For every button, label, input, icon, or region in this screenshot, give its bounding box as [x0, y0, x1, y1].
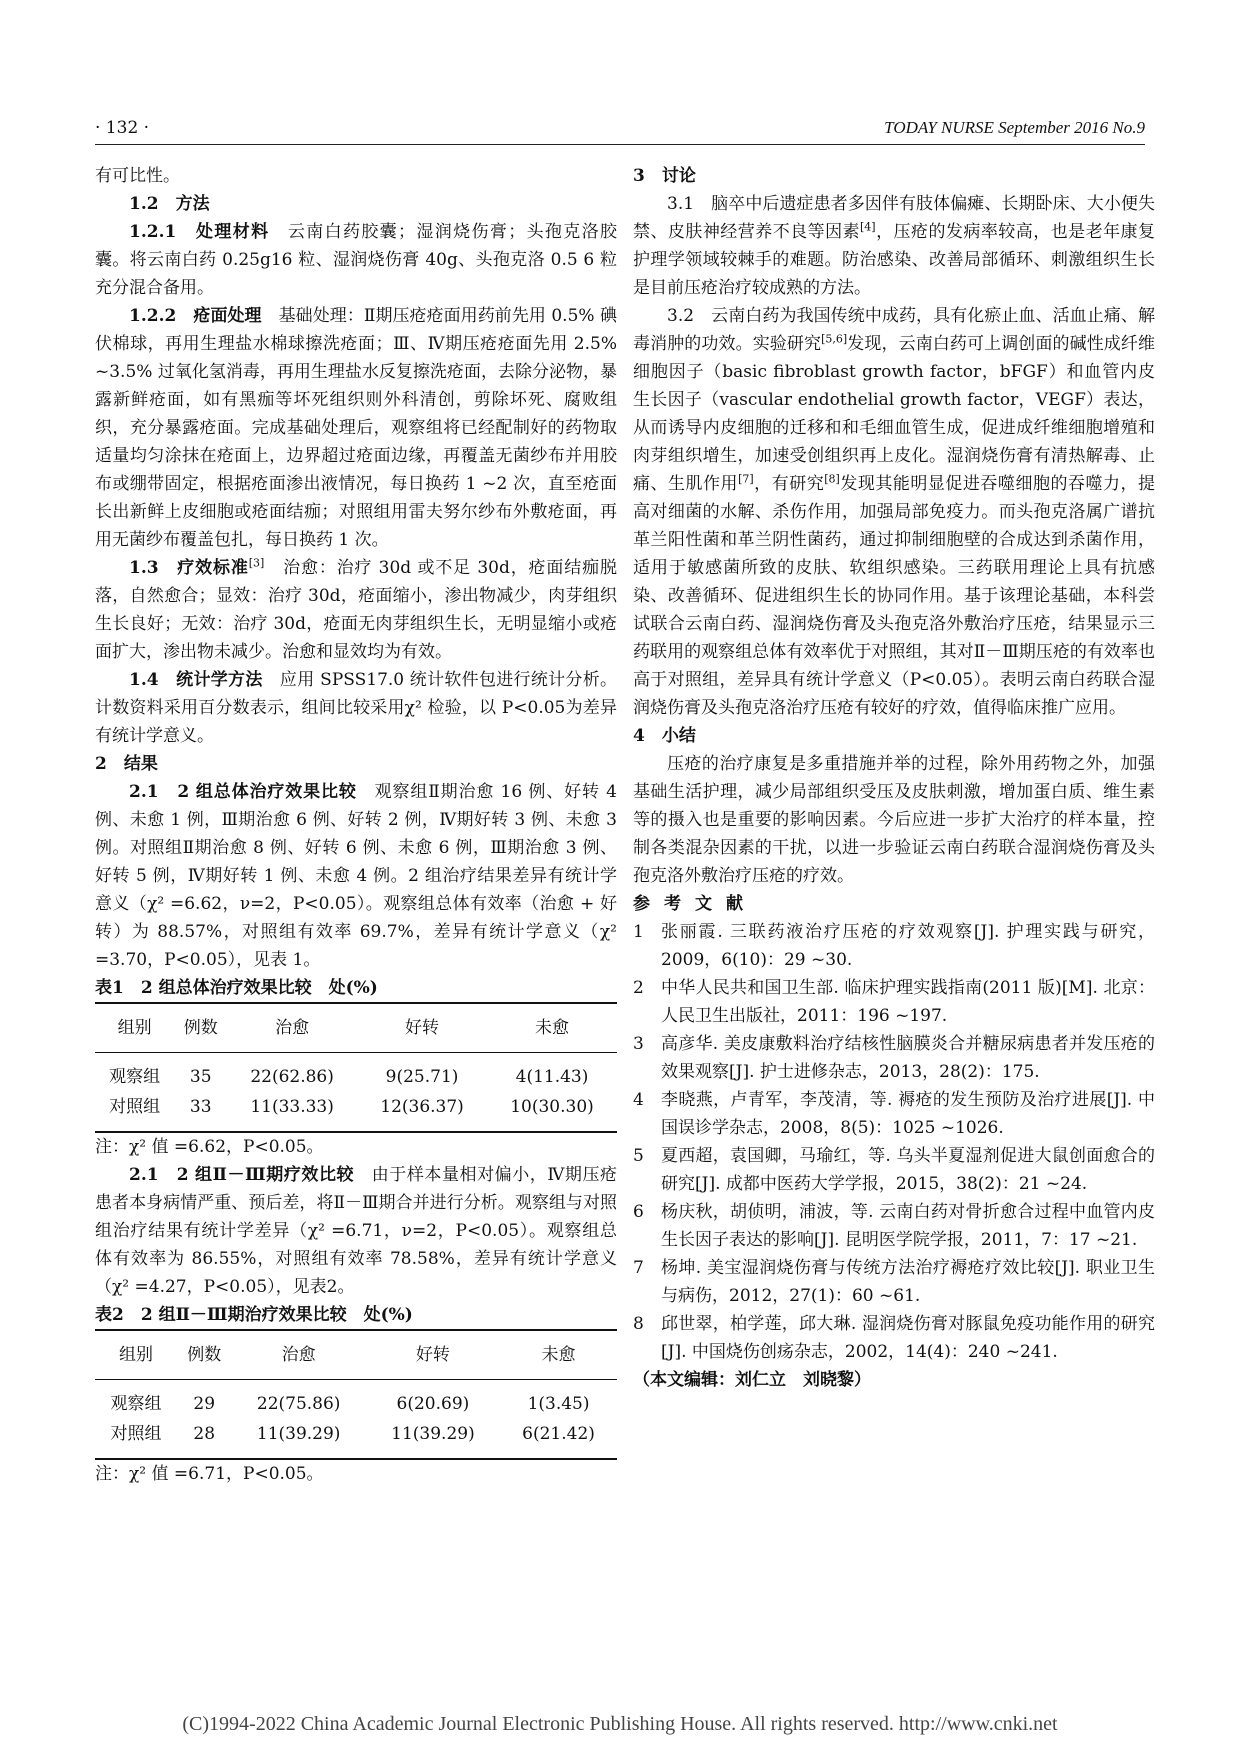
citation: [8]: [824, 472, 840, 486]
table-cell: 28: [177, 1419, 232, 1459]
reference-text: 高彦华. 美皮康敷料治疗结核性脑膜炎合并糖尿病患者并发压疮的效果观察[J]. 护士进修杂志，2013，28(2)：175.: [661, 1034, 1155, 1082]
paragraph: [95, 218, 617, 302]
reference-text: 中华人民共和国卫生部. 临床护理实践指南(2011 版)[M]. 北京：人民卫生出版社，2011：196 ~197.: [661, 978, 1155, 1026]
citation: [5,6]: [821, 332, 848, 346]
reference-item: [633, 974, 1155, 1030]
table-cell: 10(30.30): [487, 1092, 617, 1132]
table-cell: 4(11.43): [515, 1067, 589, 1087]
results-table-1: [95, 1002, 617, 1133]
table-header: 未愈: [487, 1003, 617, 1053]
reference-text: 杨庆秋，胡侦明，浦波，等. 云南白药对骨折愈合过程中血管内皮生长因子表达的影响[J]. 昆明医学院学报，2011，7：17 ~21.: [661, 1202, 1155, 1250]
table-cell: 观察组: [110, 1394, 162, 1414]
references-heading: 参考文献: [633, 894, 757, 914]
paragraph-text: 应用 SPSS17.0 统计软件包进行统计分析。计数资料采用百分数表示，组间比较采用χ² 检验，以 P<0.05为差异有统计学意义。: [95, 670, 617, 746]
table-cell: 22(62.86): [250, 1067, 334, 1087]
table-header-row: [95, 1003, 617, 1053]
table-note: 注：χ² 值 =6.62，P<0.05。: [95, 1137, 324, 1157]
paragraph: [95, 1161, 617, 1301]
reference-text: 张丽霞. 三联药液治疗压疮的疗效观察[J]. 护理实践与研究，2009，6(10)：29 ~30.: [661, 922, 1155, 970]
table-caption: 表1 2 组总体治疗效果比较 处(%): [95, 978, 378, 998]
paragraph: [633, 190, 1155, 302]
reference-text: 夏西超，袁国卿，马瑜红，等. 乌头半夏湿剂促进大鼠创面愈合的研究[J]. 成都中医药大学学报，2015，38(2)：21 ~24.: [661, 1146, 1155, 1194]
table-header: 治愈: [227, 1003, 357, 1053]
paragraph: [95, 666, 617, 750]
table-header: 治愈: [232, 1330, 366, 1380]
section-heading: 2.1 2 组Ⅱ－Ⅲ期疗效比较: [129, 1165, 355, 1185]
reference-number: 7: [633, 1258, 644, 1278]
reference-text: 邱世翠，柏学莲，邱大琳. 湿润烧伤膏对豚鼠免疫功能作用的研究[J]. 中国烧伤创疡杂志，2002，14(4)：240 ~241.: [661, 1314, 1155, 1362]
table-cell: 33: [174, 1092, 227, 1132]
table-cell: 29: [193, 1394, 216, 1414]
editor-credit: （本文编辑：刘仁立 刘晓黎）: [633, 1370, 871, 1390]
table-row: [95, 1053, 617, 1093]
table-cell: 6(21.42): [500, 1419, 617, 1459]
table-caption: 表2 2 组Ⅱ－Ⅲ期治疗效果比较 处(%): [95, 1305, 413, 1325]
paragraph-text: 云南白药胶囊；湿润烧伤膏；头孢克洛胶囊。将云南白药 0.25g16 粒、湿润烧伤膏 40g、头孢克洛 0.5 6 粒充分混合备用。: [95, 222, 618, 298]
citation: [4]: [860, 220, 876, 234]
paragraph-text: 观察组Ⅱ期治愈 16 例、好转 4 例、未愈 1 例，Ⅲ期治愈 6 例、好转 2 例，Ⅳ期好转 3 例、未愈 3 例。对照组Ⅱ期治愈 8 例、好转 6 例、未愈 6 例，Ⅲ期治愈 3 例、好转 5 例，Ⅳ期好转 1 例、未愈 4 例。2 组治疗结果差异有统计学意义（χ² =6.62，ν=2，P<0.05）。观察组总体有效率（治愈 + 好转）为 88.57%，对照组有效率 69.7%，差异有统计学意义（χ² =3.70，P<0.05），见表 1。: [95, 782, 617, 970]
reference-number: 5: [633, 1146, 644, 1166]
reference-number: 3: [633, 1034, 644, 1054]
left-column: [95, 162, 617, 1488]
reference-number: 1: [633, 922, 644, 942]
reference-number: 4: [633, 1090, 644, 1110]
reference-number: 8: [633, 1314, 644, 1334]
table-header: 好转: [366, 1330, 500, 1380]
paragraph: [95, 554, 617, 666]
table-cell: 1(3.45): [527, 1394, 590, 1414]
table-header: 好转: [357, 1003, 487, 1053]
reference-text: 杨坤. 美宝湿润烧伤膏与传统方法治疗褥疮疗效比较[J]. 职业卫生与病伤，2012，27(1)：60 ~61.: [661, 1258, 1155, 1306]
paragraph-text: 发现其能明显促进吞噬细胞的吞噬力，提高对细菌的水解、杀伤作用，加强局部免疫力。而头孢克洛属广谱抗革兰阳性菌和革兰阴性菌药，通过抑制细胞壁的合成达到杀菌作用，适用于敏感菌所致的皮肤、软组织感染。三药联用理论上具有抗感染、改善循环、促进组织生长的协同作用。基于该理论基础，本科尝试联合云南白药、湿润烧伤膏及头孢克洛外敷治疗压疮，结果显示三药联用的观察组总体有效率优于对照组，其对Ⅱ－Ⅲ期压疮的有效率也高于对照组，差异具有统计学意义（P<0.05）。表明云南白药联合湿润烧伤膏及头孢克洛治疗压疮有较好的疗效，值得临床推广应用。: [633, 474, 1156, 718]
section-heading: 4 小结: [633, 726, 696, 746]
citation: [3]: [248, 556, 265, 570]
table-cell: 22(75.86): [256, 1394, 341, 1414]
section-heading: 1.3 疗效标准: [129, 558, 249, 578]
table-row: [95, 1419, 617, 1459]
section-heading: 3 讨论: [633, 166, 696, 186]
paragraph-text: 由于样本量相对偏小，Ⅳ期压疮患者本身病情严重、预后差，将Ⅱ－Ⅲ期合并进行分析。观察组与对照组治疗结果有统计学差异（χ² =6.71，ν=2，P<0.05）。观察组总体有效率为 86.55%，对照组有效率 78.58%，差异有统计学意义（χ² =4.27，P<0.05），见表2。: [95, 1165, 618, 1297]
page-header: [95, 112, 1145, 145]
table-cell: 35: [189, 1067, 212, 1087]
reference-list: [633, 918, 1155, 1366]
paragraph: [633, 302, 1155, 722]
table-note: 注：χ² 值 =6.71，P<0.05。: [95, 1464, 324, 1484]
paragraph-text: 治愈：治疗 30d 或不足 30d，疮面结痂脱落，自然愈合；显效：治疗 30d，疮面缩小，渗出物减少，肉芽组织生长良好；无效：治疗 30d，疮面无肉芽组织生长，无明显缩小或疮面扩大，渗出物未减少。治愈和显效均为有效。: [95, 558, 618, 662]
paragraph-text: ，有研究: [753, 474, 825, 494]
table-header: 组别: [95, 1330, 177, 1380]
reference-item: [633, 1310, 1155, 1366]
table-cell: 11(33.33): [227, 1092, 357, 1132]
section-heading: 1.2.1 处理材料: [129, 222, 270, 242]
table-row: [95, 1380, 617, 1420]
table-cell: 12(36.37): [357, 1092, 487, 1132]
paragraph-text: 3.1 脑卒中后遗症患者多因伴有肢体偏瘫、长期卧床、大小便失禁、皮肤神经营养不良等因素: [633, 194, 1155, 242]
journal-title: TODAY NURSE September 2016 No.9: [884, 118, 1145, 137]
page-number: · 132 ·: [95, 118, 150, 138]
paragraph-text: 基础处理：Ⅱ期压疮疮面用药前先用 0.5% 碘伏棉球，再用生理盐水棉球擦洗疮面；Ⅲ、Ⅳ期压疮疮面先用 2.5% ~3.5% 过氧化氢消毒，再用生理盐水反复擦洗疮面，去除分泌物，暴露新鲜疮面，如有黑痂等坏死组织则外科清创，剪除坏死、腐败组织，充分暴露疮面。完成基础处理后，观察组将已经配制好的药物取适量均匀涂抹在疮面上，边界超过疮面边缘，再覆盖无菌纱布并用胶布或绷带固定，根据疮面渗出液情况，每日换药 1 ~2 次，直至疮面长出新鲜上皮细胞或疮面结痂；对照组用雷夫努尔纱布外敷疮面，再用无菌纱布覆盖包扎，每日换药 1 次。: [95, 306, 617, 550]
reference-item: [633, 1198, 1155, 1254]
reference-item: [633, 1030, 1155, 1086]
table-cell: 对照组: [95, 1092, 174, 1132]
section-heading: 2.1 2 组总体治疗效果比较: [129, 782, 357, 802]
section-heading: 1.2 方法: [129, 194, 210, 214]
copyright-footer: (C)1994-2022 China Academic Journal Electronic Publishing House. All rights reserved. http://www.cnki.net: [182, 1713, 1058, 1735]
table-header-row: [95, 1330, 617, 1380]
paragraph-text: 3.2 云南白药为我国传统中成药，具有化瘀止血、活血止痛、解毒消肿的功效。实验研究: [633, 306, 1155, 354]
results-table-2: [95, 1329, 617, 1460]
paragraph-text: 发现，云南白药可上调创面的碱性成纤维细胞因子（basic fibroblast growth factor，bFGF）和血管内皮生长因子（vascular endothelial growth factor，VEGF）表达，从而诱导内皮细胞的迁移和和毛细血管生成，促进成纤维细胞增殖和肉芽组织增生，加速受创组织再上皮化。湿润烧伤膏有清热解毒、止痛、生肌作用: [633, 334, 1156, 494]
table-header: 组别: [95, 1003, 174, 1053]
reference-item: [633, 1254, 1155, 1310]
table-cell: 11(39.29): [232, 1419, 366, 1459]
paragraph: [95, 778, 617, 974]
right-column: [633, 162, 1155, 1394]
section-heading: 1.4 统计学方法: [129, 670, 263, 690]
paragraph-text: ，压疮的发病率较高，也是老年康复护理学领域较棘手的难题。防治感染、改善局部循环、刺激组织生长是目前压疮治疗较成熟的方法。: [633, 222, 1156, 298]
reference-item: [633, 1142, 1155, 1198]
table-cell: 观察组: [109, 1067, 161, 1087]
citation: [7]: [738, 472, 754, 486]
reference-item: [633, 918, 1155, 974]
table-header: 未愈: [500, 1330, 617, 1380]
reference-number: 2: [633, 978, 644, 998]
reference-number: 6: [633, 1202, 644, 1222]
table-cell: 11(39.29): [366, 1419, 500, 1459]
reference-text: 李晓燕，卢青军，李茂清，等. 褥疮的发生预防及治疗进展[J]. 中国误诊学杂志，2008，8(5)：1025 ~1026.: [661, 1090, 1155, 1138]
table-header: 例数: [177, 1330, 232, 1380]
table-cell: 对照组: [95, 1419, 177, 1459]
paragraph: 压疮的治疗康复是多重措施并举的过程，除外用药物之外，加强基础生活护理，减少局部组织受压及皮肤刺激，增加蛋白质、维生素等的摄入也是重要的影响因素。今后应进一步扩大治疗的样本量，控制各类混杂因素的干扰，以进一步验证云南白药联合湿润烧伤膏及头孢克洛外敷治疗压疮的疗效。: [633, 754, 1155, 886]
section-heading: 1.2.2 疮面处理: [129, 306, 262, 326]
table-cell: 6(20.69): [396, 1394, 470, 1414]
paragraph: [95, 302, 617, 554]
reference-item: [633, 1086, 1155, 1142]
section-heading: 2 结果: [95, 754, 158, 774]
paragraph: 有可比性。: [95, 166, 180, 186]
table-cell: 9(25.71): [385, 1067, 459, 1087]
table-header: 例数: [174, 1003, 227, 1053]
table-row: [95, 1092, 617, 1132]
